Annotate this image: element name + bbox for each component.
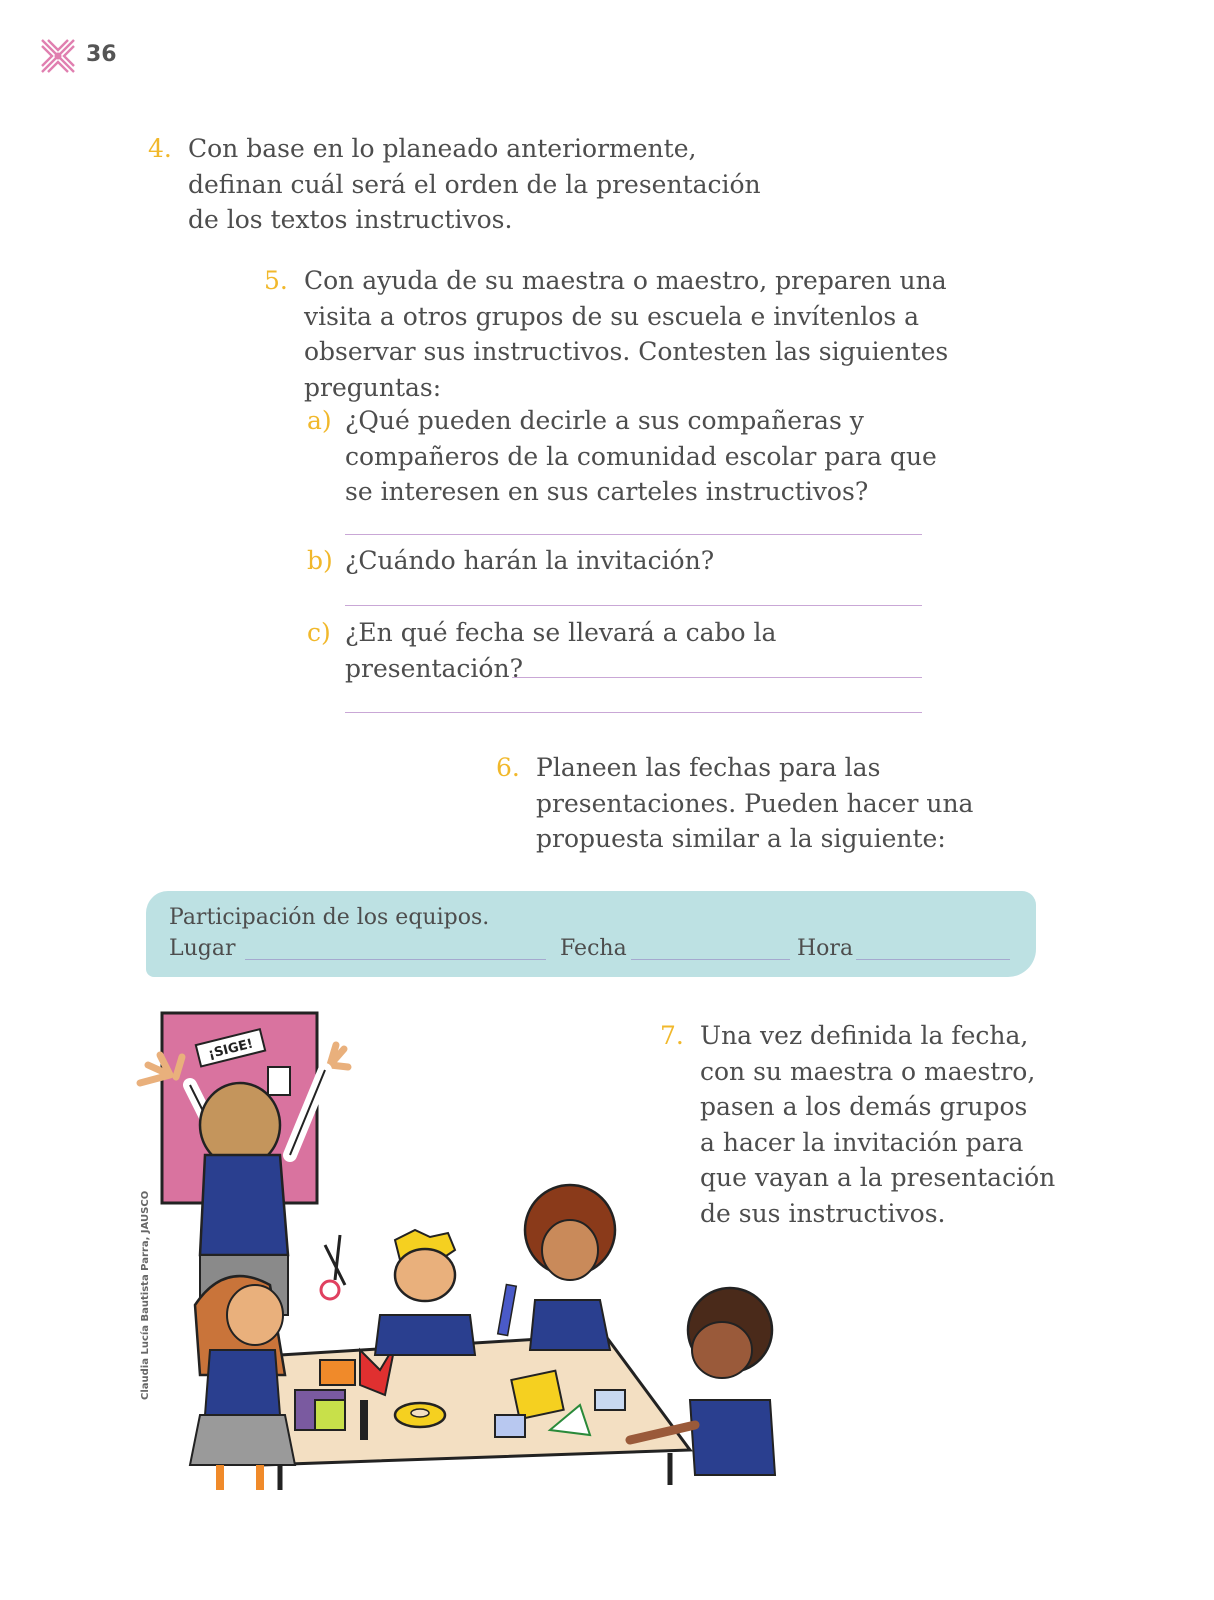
- answer-line-b[interactable]: [345, 605, 922, 606]
- question-letter: c): [307, 618, 331, 647]
- text-line: de sus instructivos.: [700, 1198, 946, 1228]
- question-a: [307, 403, 947, 510]
- text-line: Con ayuda de su maestra o maestro, preparen una: [304, 266, 947, 295]
- text-line: definan cuál será el orden de la presentación: [188, 169, 761, 199]
- question-b: [307, 543, 947, 579]
- form-title: Participación de los equipos.: [169, 905, 490, 930]
- text-line: con su maestra o maestro,: [700, 1056, 1036, 1086]
- item-number: 6.: [496, 753, 520, 782]
- page-number: 36: [86, 42, 117, 67]
- text-line: de los textos instructivos.: [188, 205, 513, 234]
- scissors: [321, 1235, 345, 1299]
- question-text: ¿Cuándo harán la invitación?: [345, 546, 715, 575]
- text-line: presentaciones. Pueden hacer una: [536, 788, 974, 818]
- item-5: [264, 263, 964, 405]
- text-line: Con base en lo planeado anteriormente,: [188, 134, 697, 163]
- question-text: se interesen en sus carteles instructivos?: [345, 477, 869, 506]
- poster-sign-text: ¡SIGE!: [206, 1036, 255, 1063]
- question-text: ¿En qué fecha se llevará a cabo la: [345, 618, 777, 647]
- answer-line-a[interactable]: [345, 534, 922, 535]
- item-4-text: [188, 131, 761, 238]
- question-letter: b): [307, 546, 333, 575]
- item-4: [148, 131, 788, 238]
- date-field[interactable]: [631, 959, 790, 960]
- question-text: presentación?: [345, 653, 523, 683]
- children-crafting-illustration: [130, 1005, 800, 1495]
- item-number: 5.: [264, 266, 288, 295]
- time-label: Hora: [797, 936, 854, 961]
- item-6: [496, 750, 996, 857]
- question-text: ¿Qué pueden decirle a sus compañeras y: [345, 406, 864, 435]
- place-label: Lugar: [169, 936, 236, 961]
- text-line: preguntas:: [304, 372, 442, 402]
- text-line: Planeen las fechas para las: [536, 753, 881, 782]
- place-field[interactable]: [245, 959, 546, 960]
- text-line: propuesta similar a la siguiente:: [536, 824, 946, 853]
- text-line: que vayan a la presentación: [700, 1163, 1056, 1192]
- question-c: [307, 615, 947, 686]
- text-line: pasen a los demás grupos: [700, 1092, 1028, 1121]
- question-letter: a): [307, 406, 332, 435]
- text-line: observar sus instructivos. Contesten las siguientes: [304, 337, 949, 366]
- question-text: compañeros de la comunidad escolar para que: [345, 441, 937, 471]
- time-field[interactable]: [856, 959, 1010, 960]
- item-6-text: [536, 750, 973, 857]
- illustration-credit: Claudia Lucía Bautista Parra, JAUSCO: [140, 1190, 151, 1400]
- item-5-text: [304, 263, 948, 405]
- text-line: a hacer la invitación para: [700, 1127, 1024, 1157]
- date-label: Fecha: [560, 936, 627, 961]
- item-number: 7.: [660, 1021, 684, 1050]
- answer-line-c2[interactable]: [345, 712, 922, 713]
- page-ornament-icon: [38, 36, 78, 76]
- text-line: visita a otros grupos de su escuela e invítenlos a: [304, 301, 920, 331]
- item-number: 4.: [148, 134, 172, 163]
- text-line: Una vez definida la fecha,: [700, 1021, 1029, 1050]
- participation-form-box: [146, 891, 1036, 977]
- answer-line-c1[interactable]: [512, 677, 922, 678]
